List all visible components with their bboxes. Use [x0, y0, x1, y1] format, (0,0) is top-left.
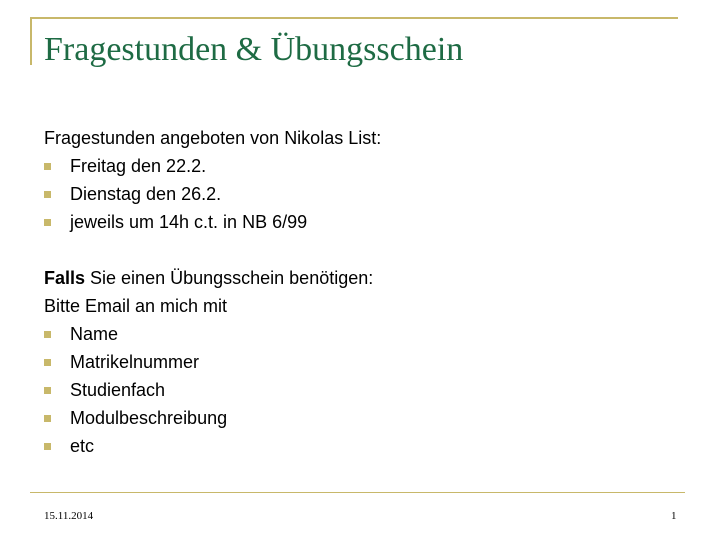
- email-line: Bitte Email an mich mit: [44, 296, 228, 316]
- list-item: [44, 152, 684, 180]
- list-item-text: Studienfach: [70, 380, 166, 400]
- list-item-text: Name: [70, 324, 119, 344]
- square-bullet-icon: [44, 219, 51, 226]
- left-divider: [30, 17, 32, 65]
- square-bullet-icon: [44, 163, 51, 170]
- falls-line: [44, 264, 684, 292]
- top-divider: [30, 17, 678, 19]
- slide-body: [44, 124, 684, 460]
- list-item-text: Matrikelnummer: [70, 352, 200, 372]
- list-item: [44, 348, 684, 376]
- footer-divider: [30, 492, 685, 493]
- page-number: 1: [671, 510, 677, 522]
- footer-date: 15.11.2014: [44, 510, 94, 522]
- square-bullet-icon: [44, 331, 51, 338]
- spacer: [44, 236, 684, 264]
- square-bullet-icon: [44, 191, 51, 198]
- square-bullet-icon: [44, 359, 51, 366]
- list-item: [44, 180, 684, 208]
- list-item: [44, 404, 684, 432]
- list-item-text: Freitag den 22.2.: [70, 156, 207, 176]
- falls-bold-text: Falls: [44, 268, 86, 288]
- list-item-text: etc: [70, 436, 95, 456]
- square-bullet-icon: [44, 443, 51, 450]
- square-bullet-icon: [44, 387, 51, 394]
- list-item: [44, 208, 684, 236]
- list-item-text: Dienstag den 26.2.: [70, 184, 222, 204]
- list-item: [44, 432, 684, 460]
- list-item-text: jeweils um 14h c.t. in NB 6/99: [70, 212, 308, 232]
- list-item: [44, 376, 684, 404]
- list-item: [44, 320, 684, 348]
- falls-rest-text: Sie einen Übungsschein benötigen:: [85, 268, 374, 288]
- slide-title: Fragestunden & Übungsschein: [44, 31, 464, 68]
- intro-text: Fragestunden angeboten von Nikolas List:: [44, 128, 382, 148]
- list-item-text: Modulbeschreibung: [70, 408, 228, 428]
- square-bullet-icon: [44, 415, 51, 422]
